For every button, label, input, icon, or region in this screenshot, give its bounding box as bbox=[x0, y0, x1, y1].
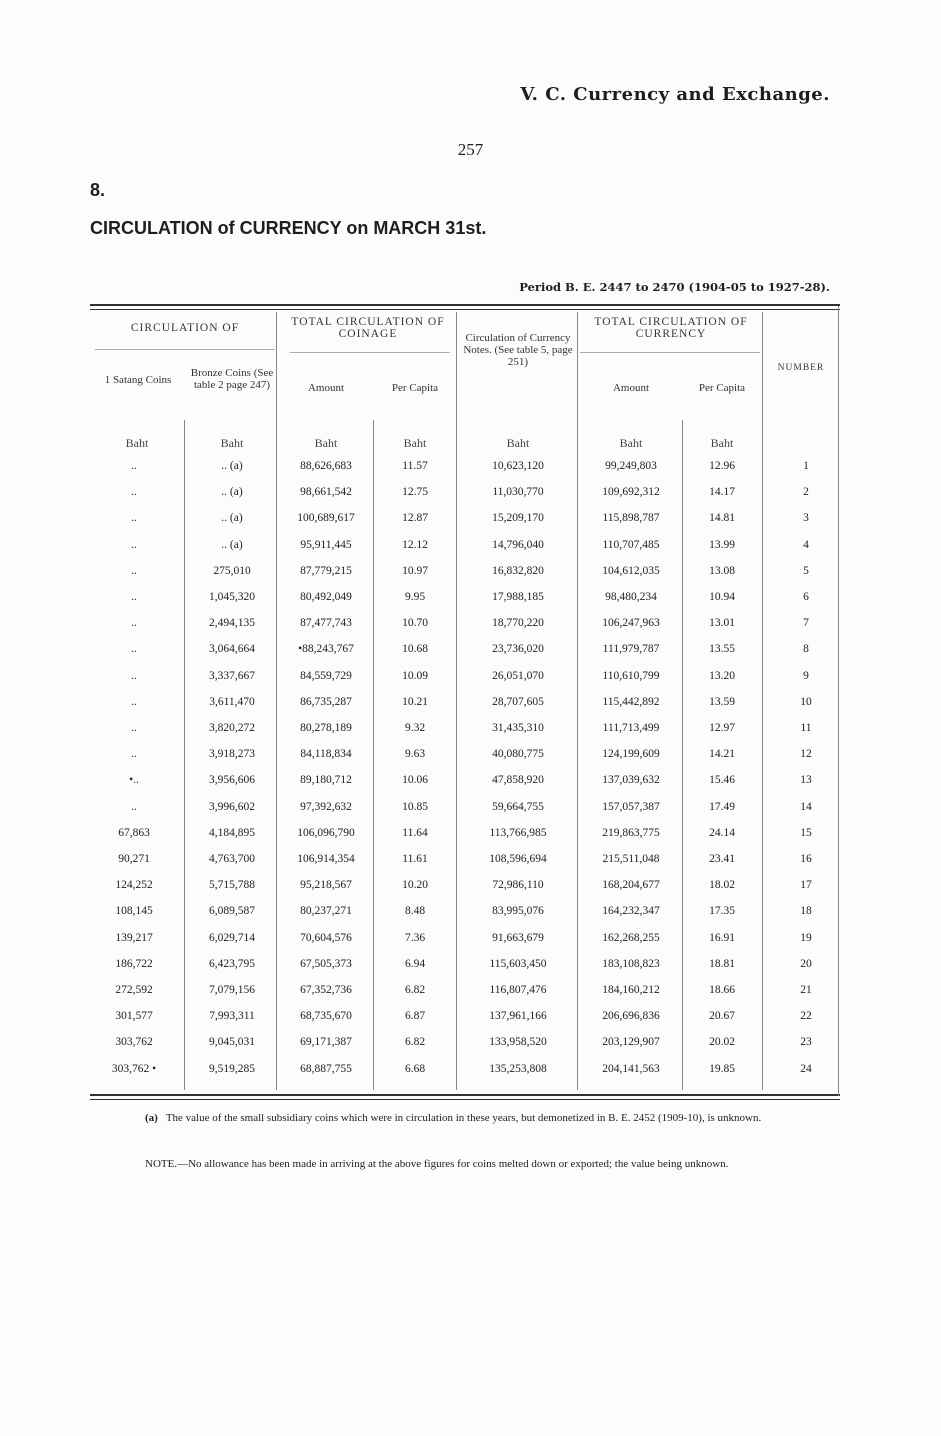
cell-bronze: 9,519,285 bbox=[209, 1062, 255, 1075]
cell-total: 168,204,677 bbox=[602, 879, 660, 892]
unit-coin-amount: Baht bbox=[314, 436, 338, 450]
cell-bronze: .. (a) bbox=[221, 460, 243, 472]
cell-bronze: 2,494,135 bbox=[209, 617, 255, 630]
cell-total: 98,480,234 bbox=[605, 591, 657, 603]
cell-coin-amount: 106,096,790 bbox=[297, 826, 355, 839]
header-circulation-of: CIRCULATION OF bbox=[130, 322, 240, 334]
table-row bbox=[90, 565, 840, 585]
cell-num: 4 bbox=[803, 538, 809, 551]
note-text: —No allowance has been made in arriving at the above figures for coins melted down or exported; the value being unknown. bbox=[177, 1158, 729, 1170]
header-subrule-left bbox=[95, 349, 275, 350]
cell-notes: 133,958,520 bbox=[489, 1036, 547, 1049]
cell-total-pc: 13.20 bbox=[709, 669, 735, 682]
cell-coin-amount: 67,505,373 bbox=[300, 957, 352, 970]
cell-satang: .. bbox=[131, 617, 137, 630]
cell-total-pc: 12.97 bbox=[709, 722, 735, 734]
cell-coin-pc: 10.20 bbox=[402, 879, 428, 892]
cell-coin-pc: 9.95 bbox=[404, 591, 426, 603]
cell-notes: 26,051,070 bbox=[492, 669, 544, 682]
table-bottom-rule-thin bbox=[90, 1099, 840, 1100]
cell-satang: •.. bbox=[129, 774, 139, 787]
cell-total: 203,129,907 bbox=[602, 1036, 660, 1049]
cell-satang: .. bbox=[131, 486, 137, 499]
cell-coin-pc: 7.36 bbox=[404, 931, 426, 944]
cell-coin-amount: 98,661,542 bbox=[300, 486, 352, 499]
unit-total-amount: Baht bbox=[619, 436, 643, 450]
cell-total-pc: 19.85 bbox=[709, 1062, 735, 1075]
cell-total-pc: 13.01 bbox=[709, 617, 735, 630]
table-row bbox=[90, 1063, 840, 1083]
cell-num: 7 bbox=[803, 617, 809, 630]
cell-total: 219,863,775 bbox=[602, 826, 660, 839]
cell-coin-pc: 12.87 bbox=[402, 512, 428, 525]
cell-coin-amount: 87,779,215 bbox=[300, 564, 352, 577]
cell-coin-amount: 84,118,834 bbox=[300, 748, 352, 761]
table-top-rule-thin bbox=[90, 309, 840, 310]
cell-satang: .. bbox=[131, 800, 137, 813]
cell-num: 10 bbox=[800, 695, 812, 708]
cell-bronze: 7,993,311 bbox=[209, 1010, 255, 1023]
table-row bbox=[90, 643, 840, 663]
cell-satang: .. bbox=[131, 564, 137, 577]
cell-satang: 124,252 bbox=[115, 879, 153, 892]
cell-coin-pc: 10.70 bbox=[402, 617, 428, 630]
cell-satang: 90,271 bbox=[118, 853, 150, 865]
cell-coin-amount: 87,477,743 bbox=[300, 617, 352, 630]
cell-total-pc: 12.96 bbox=[709, 460, 735, 472]
cell-total-pc: 13.99 bbox=[709, 538, 735, 551]
cell-coin-amount: 80,278,189 bbox=[300, 722, 352, 734]
cell-bronze: 5,715,788 bbox=[209, 879, 255, 892]
table-row bbox=[90, 774, 840, 794]
cell-num: 3 bbox=[803, 512, 809, 525]
cell-notes: 135,253,808 bbox=[489, 1062, 547, 1075]
cell-satang: .. bbox=[131, 748, 137, 761]
cell-coin-pc: 6.87 bbox=[404, 1010, 426, 1023]
cell-notes: 14,796,040 bbox=[492, 538, 544, 551]
cell-total-pc: 16.91 bbox=[709, 931, 735, 944]
cell-total-pc: 18.02 bbox=[709, 879, 735, 892]
cell-bronze: 9,045,031 bbox=[209, 1036, 255, 1049]
cell-satang: 67,863 bbox=[118, 826, 150, 839]
cell-num: 21 bbox=[800, 984, 812, 996]
cell-total: 184,160,212 bbox=[602, 984, 660, 996]
header-total-coinage: TOTAL CIRCULATION OF COINAGE bbox=[291, 316, 445, 340]
cell-coin-amount: 89,180,712 bbox=[300, 774, 352, 787]
unit-coin-per-capita: Baht bbox=[403, 436, 427, 450]
cell-coin-pc: 8.48 bbox=[404, 905, 426, 918]
header-coin-amount: Amount bbox=[307, 382, 345, 394]
header-coin-per-capita: Per Capita bbox=[391, 382, 439, 394]
cell-total-pc: 23.41 bbox=[709, 853, 735, 865]
cell-bronze: .. (a) bbox=[221, 486, 243, 499]
cell-satang: .. bbox=[131, 643, 137, 656]
cell-coin-pc: 6.82 bbox=[404, 984, 426, 996]
cell-total: 111,713,499 bbox=[602, 722, 660, 734]
table-title: CIRCULATION of CURRENCY on MARCH 31st. bbox=[90, 218, 487, 238]
cell-num: 12 bbox=[800, 748, 812, 761]
cell-total: 157,057,387 bbox=[602, 800, 660, 813]
table-row bbox=[90, 1010, 840, 1030]
cell-num: 22 bbox=[800, 1010, 812, 1023]
cell-notes: 108,596,694 bbox=[489, 853, 547, 865]
cell-total-pc: 10.94 bbox=[709, 591, 735, 603]
cell-bronze: 6,089,587 bbox=[209, 905, 255, 918]
section-header: V. C. Currency and Exchange. bbox=[520, 84, 830, 105]
cell-total: 164,232,347 bbox=[602, 905, 660, 918]
cell-total: 110,610,799 bbox=[602, 669, 660, 682]
cell-coin-amount: 100,689,617 bbox=[297, 512, 355, 525]
unit-satang: Baht bbox=[125, 436, 149, 450]
cell-coin-amount: 80,492,049 bbox=[300, 591, 352, 603]
cell-num: 5 bbox=[803, 564, 809, 577]
table-row bbox=[90, 486, 840, 506]
cell-total-pc: 20.02 bbox=[709, 1036, 735, 1049]
cell-total: 111,979,787 bbox=[602, 643, 660, 656]
cell-num: 23 bbox=[800, 1036, 812, 1049]
cell-coin-pc: 11.57 bbox=[402, 460, 428, 472]
cell-coin-amount: 97,392,632 bbox=[300, 800, 352, 813]
cell-total-pc: 17.49 bbox=[709, 800, 735, 813]
cell-notes: 10,623,120 bbox=[492, 460, 544, 472]
cell-notes: 16,832,820 bbox=[492, 564, 544, 577]
footnote-a bbox=[145, 1110, 845, 1127]
cell-total: 109,692,312 bbox=[602, 486, 660, 499]
note-label: NOTE. bbox=[145, 1158, 178, 1170]
cell-notes: 31,435,310 bbox=[492, 722, 544, 734]
cell-total: 110,707,485 bbox=[602, 538, 660, 551]
cell-num: 24 bbox=[800, 1062, 812, 1075]
cell-num: 11 bbox=[800, 722, 812, 734]
cell-num: 19 bbox=[800, 931, 812, 944]
cell-total-pc: 13.55 bbox=[709, 643, 735, 656]
cell-bronze: 275,010 bbox=[213, 564, 251, 577]
header-number: NUMBER bbox=[777, 363, 825, 373]
table-row bbox=[90, 879, 840, 899]
cell-total-pc: 20.67 bbox=[709, 1010, 735, 1023]
cell-satang: 139,217 bbox=[115, 931, 153, 944]
cell-total-pc: 14.81 bbox=[709, 512, 735, 525]
cell-coin-amount: 95,911,445 bbox=[300, 538, 352, 551]
header-satang-coins: 1 Satang Coins bbox=[104, 374, 172, 386]
cell-satang: 186,722 bbox=[115, 957, 153, 970]
cell-coin-pc: 10.97 bbox=[402, 564, 428, 577]
table-row bbox=[90, 722, 840, 742]
cell-total: 99,249,803 bbox=[605, 460, 657, 472]
cell-total-pc: 13.59 bbox=[709, 695, 735, 708]
cell-coin-pc: 9.63 bbox=[404, 748, 426, 761]
table-row bbox=[90, 1036, 840, 1056]
cell-notes: 15,209,170 bbox=[492, 512, 544, 525]
table-bottom-rule bbox=[90, 1094, 840, 1096]
cell-total: 215,511,048 bbox=[602, 853, 660, 865]
cell-notes: 72,986,110 bbox=[492, 879, 544, 892]
cell-bronze: 3,064,664 bbox=[209, 643, 255, 656]
cell-total: 106,247,963 bbox=[602, 617, 660, 630]
cell-coin-pc: 12.75 bbox=[402, 486, 428, 499]
cell-notes: 116,807,476 bbox=[489, 984, 547, 996]
cell-satang: .. bbox=[131, 591, 137, 603]
cell-num: 18 bbox=[800, 905, 812, 918]
cell-satang: .. bbox=[131, 460, 137, 472]
cell-total-pc: 15.46 bbox=[709, 774, 735, 787]
cell-coin-pc: 6.68 bbox=[404, 1062, 426, 1075]
cell-total-pc: 24.14 bbox=[709, 826, 735, 839]
cell-notes: 28,707,605 bbox=[492, 695, 544, 708]
cell-notes: 83,995,076 bbox=[492, 905, 544, 918]
cell-notes: 47,858,920 bbox=[492, 774, 544, 787]
cell-notes: 115,603,450 bbox=[489, 957, 547, 970]
cell-satang: .. bbox=[131, 512, 137, 525]
cell-bronze: 3,996,602 bbox=[209, 800, 255, 813]
cell-num: 14 bbox=[800, 800, 812, 813]
cell-coin-amount: •88,243,767 bbox=[298, 643, 354, 656]
header-currency-notes: Circulation of Currency Notes. (See table 5, page 251) bbox=[463, 332, 573, 368]
cell-coin-amount: 67,352,736 bbox=[300, 984, 352, 996]
cell-total: 104,612,035 bbox=[602, 564, 660, 577]
cell-notes: 11,030,770 bbox=[492, 486, 544, 499]
cell-satang: 301,577 bbox=[115, 1010, 153, 1023]
cell-total: 115,442,892 bbox=[602, 695, 660, 708]
table-row bbox=[90, 591, 840, 611]
cell-total-pc: 18.81 bbox=[709, 957, 735, 970]
footnote-a-marker: (a) bbox=[145, 1112, 158, 1124]
header-subrule-currency bbox=[580, 352, 760, 353]
cell-num: 15 bbox=[800, 826, 812, 839]
cell-bronze: 3,611,470 bbox=[209, 695, 255, 708]
cell-coin-amount: 70,604,576 bbox=[300, 931, 352, 944]
cell-total: 204,141,563 bbox=[602, 1062, 660, 1075]
cell-total: 162,268,255 bbox=[602, 931, 660, 944]
header-total-currency: TOTAL CIRCULATION OF CURRENCY bbox=[594, 316, 748, 340]
cell-notes: 91,663,679 bbox=[492, 931, 544, 944]
table-row bbox=[90, 827, 840, 847]
cell-bronze: 4,184,895 bbox=[209, 826, 255, 839]
cell-coin-amount: 69,171,387 bbox=[300, 1036, 352, 1049]
cell-satang: 108,145 bbox=[115, 905, 153, 918]
cell-coin-amount: 84,559,729 bbox=[300, 669, 352, 682]
cell-num: 13 bbox=[800, 774, 812, 787]
table-row bbox=[90, 670, 840, 690]
table-row bbox=[90, 539, 840, 559]
cell-total-pc: 17.35 bbox=[709, 905, 735, 918]
cell-num: 9 bbox=[803, 669, 809, 682]
unit-notes: Baht bbox=[506, 436, 530, 450]
cell-coin-amount: 68,887,755 bbox=[300, 1062, 352, 1075]
page-number: 257 bbox=[457, 140, 484, 159]
table-row bbox=[90, 460, 840, 480]
header-total-per-capita: Per Capita bbox=[698, 382, 746, 394]
table-row bbox=[90, 905, 840, 925]
header-subrule-coinage bbox=[290, 352, 450, 353]
cell-bronze: 3,820,272 bbox=[209, 722, 255, 734]
cell-coin-amount: 106,914,354 bbox=[297, 853, 355, 865]
cell-coin-pc: 6.94 bbox=[404, 957, 426, 970]
cell-bronze: 6,423,795 bbox=[209, 957, 255, 970]
table-row bbox=[90, 958, 840, 978]
cell-total: 124,199,609 bbox=[602, 748, 660, 761]
cell-total: 183,108,823 bbox=[602, 957, 660, 970]
cell-coin-pc: 11.61 bbox=[402, 853, 428, 865]
cell-bronze: 3,337,667 bbox=[209, 669, 255, 682]
cell-total: 206,696,836 bbox=[602, 1010, 660, 1023]
cell-bronze: .. (a) bbox=[221, 538, 243, 551]
cell-notes: 18,770,220 bbox=[492, 617, 544, 630]
cell-satang: 303,762 • bbox=[111, 1062, 157, 1075]
cell-satang: .. bbox=[131, 538, 137, 551]
cell-num: 1 bbox=[803, 460, 809, 472]
cell-coin-amount: 95,218,567 bbox=[300, 879, 352, 892]
table-row bbox=[90, 748, 840, 768]
unit-total-per-capita: Baht bbox=[710, 436, 734, 450]
cell-notes: 113,766,985 bbox=[489, 826, 547, 839]
cell-coin-pc: 11.64 bbox=[402, 826, 428, 839]
cell-coin-amount: 68,735,670 bbox=[300, 1010, 352, 1023]
table-row bbox=[90, 984, 840, 1004]
cell-bronze: 3,956,606 bbox=[209, 774, 255, 787]
cell-total-pc: 18.66 bbox=[709, 984, 735, 996]
cell-coin-pc: 6.82 bbox=[404, 1036, 426, 1049]
cell-coin-amount: 88,626,683 bbox=[300, 460, 352, 472]
cell-notes: 59,664,755 bbox=[492, 800, 544, 813]
cell-total-pc: 13.08 bbox=[709, 564, 735, 577]
cell-total: 137,039,632 bbox=[602, 774, 660, 787]
cell-notes: 23,736,020 bbox=[492, 643, 544, 656]
period-line: Period B. E. 2447 to 2470 (1904-05 to 1927-28). bbox=[519, 280, 830, 294]
cell-bronze: 1,045,320 bbox=[209, 591, 255, 603]
header-total-amount: Amount bbox=[612, 382, 650, 394]
table-row bbox=[90, 853, 840, 873]
cell-total-pc: 14.21 bbox=[709, 748, 735, 761]
cell-num: 8 bbox=[803, 643, 809, 656]
cell-coin-pc: 10.21 bbox=[402, 695, 428, 708]
table-row bbox=[90, 696, 840, 716]
cell-satang: .. bbox=[131, 722, 137, 734]
cell-bronze: 3,918,273 bbox=[209, 748, 255, 761]
cell-bronze: .. (a) bbox=[221, 512, 243, 525]
table-row bbox=[90, 932, 840, 952]
cell-notes: 40,080,775 bbox=[492, 748, 544, 761]
footnote-note bbox=[145, 1156, 845, 1173]
cell-satang: .. bbox=[131, 695, 137, 708]
cell-coin-amount: 80,237,271 bbox=[300, 905, 352, 918]
cell-coin-pc: 10.68 bbox=[402, 643, 428, 656]
unit-bronze: Baht bbox=[220, 436, 244, 450]
cell-satang: .. bbox=[131, 669, 137, 682]
cell-notes: 17,988,185 bbox=[492, 591, 544, 603]
cell-bronze: 6,029,714 bbox=[209, 931, 255, 944]
cell-coin-pc: 10.85 bbox=[402, 800, 428, 813]
table-number: 8. bbox=[90, 180, 106, 200]
cell-bronze: 4,763,700 bbox=[209, 853, 255, 865]
footnote-a-text: The value of the small subsidiary coins which were in circulation in these years, but demonetized in B. E. 2452 (1909-10), is unknown. bbox=[165, 1112, 762, 1124]
cell-coin-pc: 10.06 bbox=[402, 774, 428, 787]
cell-num: 16 bbox=[800, 853, 812, 865]
table-row bbox=[90, 801, 840, 821]
cell-coin-pc: 12.12 bbox=[402, 538, 428, 551]
cell-coin-amount: 86,735,287 bbox=[300, 695, 352, 708]
cell-num: 6 bbox=[803, 591, 809, 603]
cell-satang: 303,762 bbox=[115, 1036, 153, 1049]
cell-coin-pc: 10.09 bbox=[402, 669, 428, 682]
cell-num: 17 bbox=[800, 879, 812, 892]
table-row bbox=[90, 617, 840, 637]
table-row bbox=[90, 512, 840, 532]
header-bronze-coins: Bronze Coins (See table 2 page 247) bbox=[190, 367, 274, 391]
cell-bronze: 7,079,156 bbox=[209, 984, 255, 996]
cell-coin-pc: 9.32 bbox=[404, 722, 426, 734]
cell-satang: 272,592 bbox=[115, 984, 153, 996]
table-top-rule bbox=[90, 304, 840, 306]
cell-num: 20 bbox=[800, 957, 812, 970]
cell-total-pc: 14.17 bbox=[709, 486, 735, 499]
cell-num: 2 bbox=[803, 486, 809, 499]
cell-notes: 137,961,166 bbox=[489, 1010, 547, 1023]
cell-total: 115,898,787 bbox=[602, 512, 660, 525]
